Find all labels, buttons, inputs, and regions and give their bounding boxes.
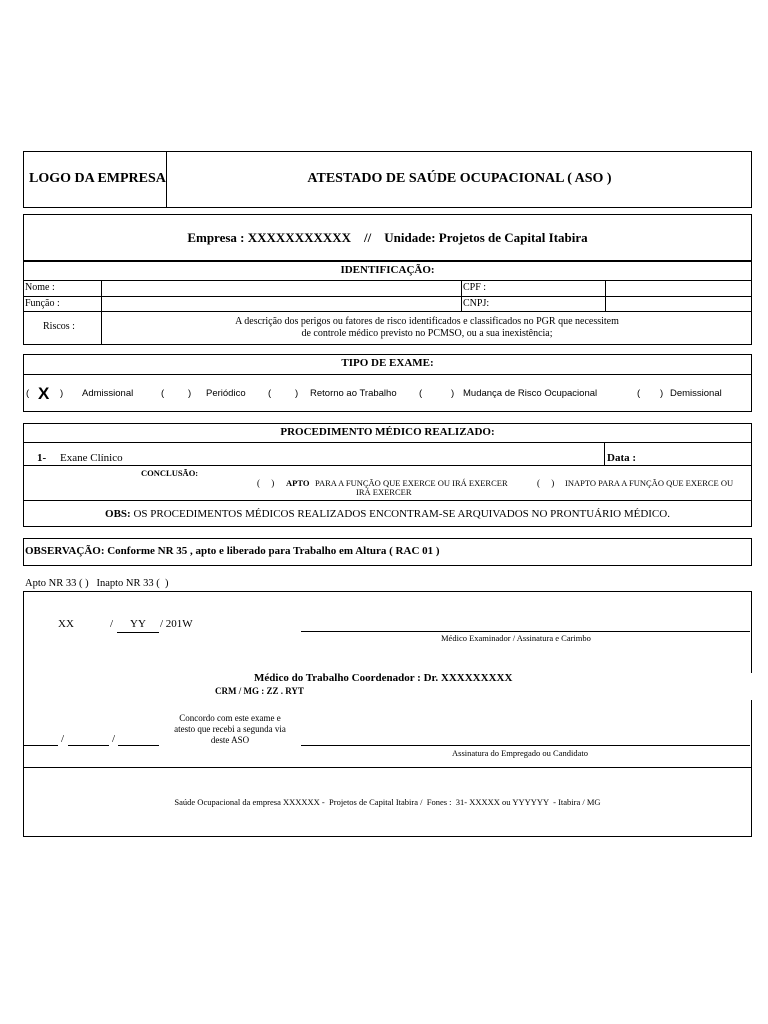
identificacao-heading: IDENTIFICAÇÃO: — [340, 264, 435, 276]
procedimento-heading: PROCEDIMENTO MÉDICO REALIZADO: — [280, 426, 495, 438]
paren-open: ( — [637, 388, 641, 399]
option-retorno: Retorno ao Trabalho — [310, 388, 397, 399]
employee-date-line — [68, 745, 109, 746]
observacao-text: Conforme NR 35 , apto e liberado para Trabalho em Altura ( RAC 01 ) — [107, 545, 440, 557]
date-month[interactable]: YY — [130, 618, 146, 630]
riscos-label: Riscos : — [43, 321, 75, 332]
date-day[interactable]: XX — [58, 618, 74, 630]
row-line — [23, 442, 752, 443]
date-slash: / — [110, 618, 114, 630]
demissional-checkbox[interactable] — [642, 387, 660, 399]
paren-close: ) — [188, 388, 192, 399]
funcao-label: Função : — [25, 298, 60, 309]
row-line — [23, 500, 752, 501]
apto-text: PARA A FUNÇÃO QUE EXERCE OU IRÁ EXERCER — [315, 478, 508, 488]
periodico-checkbox[interactable] — [166, 387, 188, 399]
cpf-field[interactable] — [606, 281, 751, 295]
signature-top-line — [23, 591, 752, 592]
paren-open: ( — [161, 388, 165, 399]
employee-date-line — [118, 745, 159, 746]
employee-signature-field[interactable] — [301, 718, 750, 745]
paren-close: ) — [295, 388, 299, 399]
paren-open: ( — [419, 388, 423, 399]
riscos-text-2: de controle médico previsto no PCMSO, ou a sua inexistência; — [301, 328, 553, 339]
data-field[interactable] — [640, 446, 748, 462]
employee-date-line — [24, 745, 58, 746]
mudanca-checkbox[interactable] — [424, 387, 451, 399]
option-admissional: Admissional — [82, 388, 134, 399]
date-slash: / — [61, 733, 65, 745]
retorno-checkbox[interactable] — [273, 387, 295, 399]
obs-text: OS PROCEDIMENTOS MÉDICOS REALIZADOS ENCONTRAM-SE ARQUIVADOS NO PRONTUÁRIO MÉDICO. — [133, 508, 670, 520]
inapto-text: INAPTO PARA A FUNÇÃO QUE EXERCE OU — [565, 478, 734, 488]
agreement-text-2: atesto que recebi a segunda via — [174, 724, 286, 734]
employee-caption: Assinatura do Empregado ou Candidato — [452, 748, 588, 758]
row-line — [23, 465, 752, 466]
cnpj-field[interactable] — [606, 297, 751, 310]
agreement-text-1: Concordo com este exame e — [179, 713, 281, 723]
employee-signature-line — [301, 745, 750, 746]
paren-close: ) — [660, 388, 664, 399]
examiner-signature-field[interactable] — [301, 605, 750, 631]
paren-open: ( — [268, 388, 272, 399]
inapto-checkbox[interactable]: ( ) — [537, 478, 555, 488]
riscos-text-1: A descrição dos perigos ou fatores de risco identificados e classificados no PGR que necessitem — [235, 316, 619, 327]
nome-field[interactable] — [102, 281, 460, 295]
footer-bottom-line — [23, 836, 752, 837]
option-mudanca: Mudança de Risco Ocupacional — [463, 388, 598, 399]
row-line — [23, 311, 752, 312]
option-demissional: Demissional — [670, 388, 722, 399]
funcao-field[interactable] — [102, 297, 460, 310]
paren-close: ) — [451, 388, 455, 399]
coordinator-name: Médico do Trabalho Coordenador : Dr. XXXXXXXXX — [254, 672, 513, 684]
obs-line — [23, 508, 752, 520]
nr33-line: Apto NR 33 ( ) Inapto NR 33 ( ) — [25, 578, 169, 589]
date-slash: / — [112, 733, 116, 745]
data-label: Data : — [607, 452, 637, 464]
col-line — [604, 442, 605, 465]
paren-open: ( — [26, 388, 30, 399]
option-periodico: Periódico — [206, 388, 246, 399]
company-line: Empresa : XXXXXXXXXXX // Unidade: Projetos de Capital Itabira — [187, 230, 588, 245]
tipo-exame-options — [23, 384, 752, 404]
item-number: 1- — [37, 452, 47, 464]
apto-checkbox[interactable]: ( ) — [257, 478, 275, 488]
border-right — [751, 700, 752, 837]
examiner-caption: Médico Examinador / Assinatura e Carimbo — [441, 633, 591, 643]
row-line — [23, 374, 752, 375]
conclusao-label: CONCLUSÃO: — [141, 468, 199, 478]
observacao-line — [25, 545, 440, 557]
cpf-label: CPF : — [463, 282, 487, 293]
logo-placeholder: LOGO DA EMPRESA — [29, 171, 166, 186]
cnpj-label: CNPJ: — [463, 298, 490, 309]
footer-top-line — [23, 767, 752, 768]
observacao-label: OBSERVAÇÃO: — [25, 545, 105, 557]
item-label: Exane Clínico — [60, 452, 123, 464]
date-underline — [117, 632, 159, 633]
footer-text: Saúde Ocupacional da empresa XXXXXX - Projetos de Capital Itabira / Fones : 31- XXXXX ou YYYYYY - Itabira / MG — [174, 797, 601, 807]
date-year[interactable]: / 201W — [160, 618, 193, 630]
border-right — [751, 591, 752, 673]
apto-label: APTO — [286, 478, 310, 488]
obs-label: OBS: — [105, 508, 131, 520]
tipo-exame-heading: TIPO DE EXAME: — [341, 357, 434, 369]
paren-close: ) — [60, 388, 64, 399]
examiner-signature-line — [301, 631, 750, 632]
coordinator-crm: CRM / MG : ZZ . RYT — [215, 686, 304, 696]
inapto-text-2: IRÁ EXERCER — [356, 487, 412, 497]
col-line — [461, 280, 462, 311]
nome-label: Nome : — [25, 282, 55, 293]
agreement-text-3: deste ASO — [210, 735, 250, 745]
admissional-checkbox-mark[interactable]: X — [38, 384, 50, 403]
document-title: ATESTADO DE SAÚDE OCUPACIONAL ( ASO ) — [307, 171, 612, 186]
